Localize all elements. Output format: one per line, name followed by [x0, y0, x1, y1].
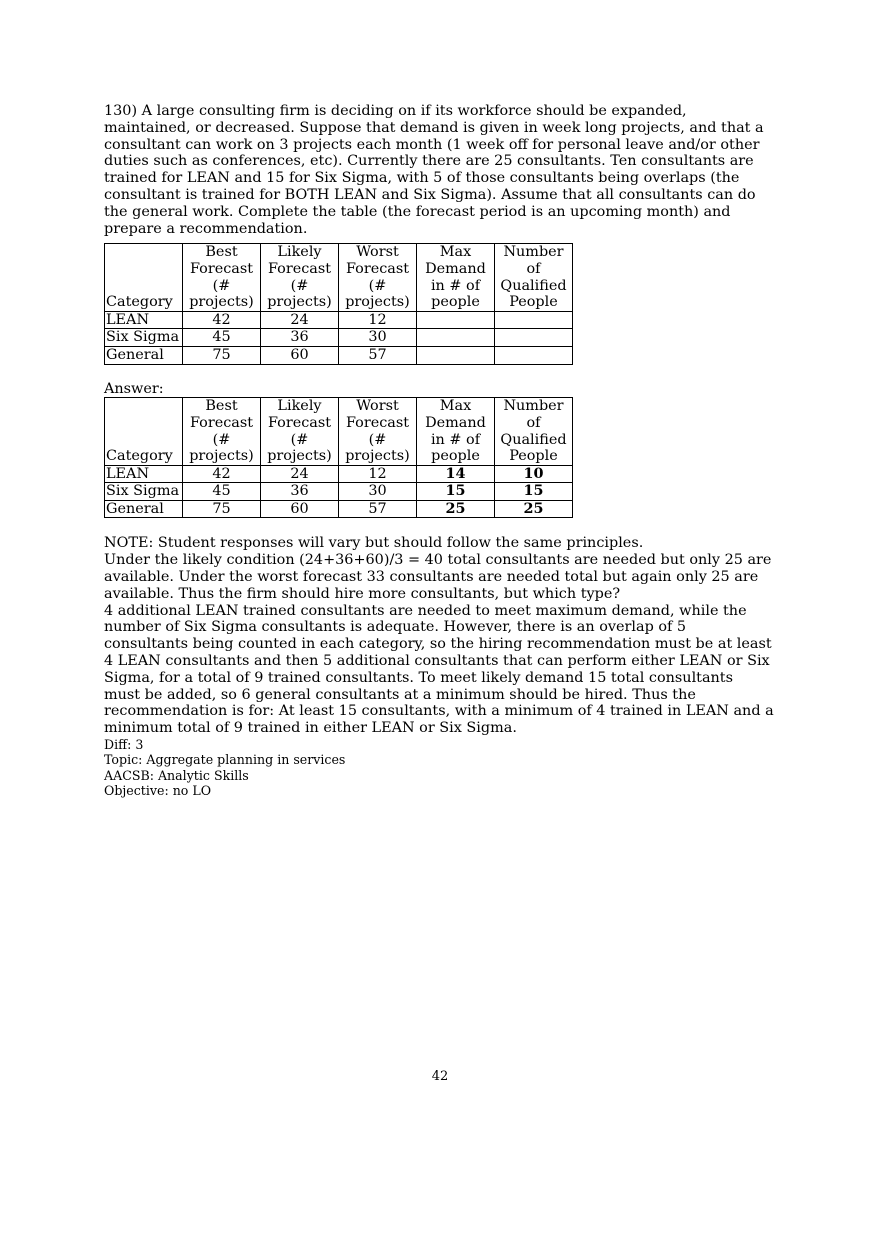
cell-qualified: 10	[495, 465, 573, 483]
question-line: maintained, or decreased. Suppose that demand is given in week long projects, and that a	[104, 119, 764, 136]
cell-likely: 36	[261, 329, 339, 347]
header-line: Max	[439, 244, 472, 261]
header-line: of	[526, 414, 541, 431]
note-line: number of Six Sigma consultants is adequate. However, there is an overlap of 5	[104, 619, 687, 636]
cell-max-demand	[417, 346, 495, 364]
header-line: People	[509, 294, 558, 311]
header-line: Worst	[356, 398, 399, 415]
question-line: prepare a recommendation.	[104, 220, 308, 237]
header-line: (#	[290, 277, 309, 294]
cell-qualified	[495, 311, 573, 329]
question-text	[104, 103, 784, 237]
cell-worst: 57	[339, 346, 417, 364]
cell-qualified: 15	[495, 483, 573, 501]
header-line: (#	[290, 431, 309, 448]
header-line: Demand	[425, 414, 486, 431]
table-row	[105, 329, 573, 347]
cell-best: 75	[183, 346, 261, 364]
table-row	[105, 311, 573, 329]
header-qualified-people	[495, 244, 573, 311]
objective-label: Objective: no LO	[104, 783, 212, 799]
header-max-demand	[417, 398, 495, 465]
header-line: projects)	[345, 294, 410, 311]
header-line: Forecast	[267, 414, 332, 431]
difficulty-label: Diff: 3	[104, 737, 144, 753]
header-line: (#	[212, 431, 231, 448]
question-table	[104, 243, 573, 364]
cell-worst: 30	[339, 483, 417, 501]
header-line: in # of	[430, 431, 481, 448]
cell-category: Six Sigma	[105, 329, 183, 347]
table-row	[105, 346, 573, 364]
cell-likely: 36	[261, 483, 339, 501]
header-line: Likely	[277, 398, 322, 415]
cell-likely: 24	[261, 311, 339, 329]
note-line: Sigma, for a total of 9 trained consultants. To meet likely demand 15 total consultants	[104, 669, 733, 686]
header-worst-forecast	[339, 398, 417, 465]
cell-best: 45	[183, 329, 261, 347]
cell-max-demand: 14	[417, 465, 495, 483]
cell-best: 45	[183, 483, 261, 501]
header-line: in # of	[430, 277, 481, 294]
cell-best: 42	[183, 465, 261, 483]
header-line: projects)	[267, 448, 332, 465]
header-line: (#	[368, 277, 387, 294]
cell-best: 75	[183, 500, 261, 518]
question-metadata	[104, 737, 784, 799]
header-worst-forecast	[339, 244, 417, 311]
header-line: projects)	[189, 448, 254, 465]
header-line: Qualified	[500, 277, 567, 294]
cell-qualified	[495, 346, 573, 364]
header-line: Qualified	[500, 431, 567, 448]
header-line: Number	[503, 244, 564, 261]
cell-likely: 24	[261, 465, 339, 483]
note-line: consultants being counted in each category, so the hiring recommendation must be at least	[104, 636, 772, 653]
note-line: available. Under the worst forecast 33 consultants are needed total but again only 25 are	[104, 569, 759, 586]
header-line: projects)	[267, 294, 332, 311]
header-best-forecast	[183, 244, 261, 311]
header-line: Number	[503, 398, 564, 415]
cell-category: LEAN	[105, 465, 183, 483]
header-line: Forecast	[189, 260, 254, 277]
cell-category: Six Sigma	[105, 483, 183, 501]
note-line: available. Thus the firm should hire more consultants, but which type?	[104, 585, 621, 602]
cell-max-demand: 25	[417, 500, 495, 518]
cell-likely: 60	[261, 500, 339, 518]
header-line: Forecast	[189, 414, 254, 431]
cell-worst: 12	[339, 465, 417, 483]
cell-likely: 60	[261, 346, 339, 364]
page-number: 42	[431, 1069, 449, 1084]
header-line: of	[526, 260, 541, 277]
header-line: (#	[212, 277, 231, 294]
question-line: consultant can work on 3 projects each month (1 week off for personal leave and/or other	[104, 136, 760, 153]
question-line: duties such as conferences, etc). Currently there are 25 consultants. Ten consultants are	[104, 153, 754, 170]
header-line: Forecast	[267, 260, 332, 277]
note-line: recommendation is for: At least 15 consultants, with a minimum of 4 trained in LEAN and a	[104, 703, 774, 720]
header-line: Forecast	[345, 414, 410, 431]
question-line: trained for LEAN and 15 for Six Sigma, with 5 of those consultants being overlaps (the	[104, 170, 740, 187]
header-line: Demand	[425, 260, 486, 277]
header-line: Forecast	[345, 260, 410, 277]
table-row	[105, 483, 573, 501]
header-line: people	[431, 294, 480, 311]
question-line: 130) A large consulting firm is deciding on if its workforce should be expanded,	[104, 103, 687, 119]
header-line: People	[509, 448, 558, 465]
cell-worst: 57	[339, 500, 417, 518]
header-category: Category	[105, 244, 183, 311]
note-line: 4 additional LEAN trained consultants are needed to meet maximum demand, while the	[104, 602, 747, 619]
header-max-demand	[417, 244, 495, 311]
note-text	[104, 535, 784, 737]
cell-max-demand: 15	[417, 483, 495, 501]
header-line: Best	[205, 244, 238, 261]
cell-worst: 30	[339, 329, 417, 347]
topic-label: Topic: Aggregate planning in services	[104, 752, 346, 768]
header-category: Category	[105, 398, 183, 465]
header-line: Max	[439, 398, 472, 415]
cell-qualified: 25	[495, 500, 573, 518]
page-content	[104, 103, 784, 799]
answer-table	[104, 397, 573, 518]
cell-best: 42	[183, 311, 261, 329]
cell-max-demand	[417, 311, 495, 329]
aacsb-label: AACSB: Analytic Skills	[104, 767, 249, 783]
header-line: Likely	[277, 244, 322, 261]
note-line: Under the likely condition (24+36+60)/3 = 40 total consultants are needed but only 25 are	[104, 552, 772, 569]
note-line: minimum total of 9 trained in either LEAN or Six Sigma.	[104, 720, 517, 737]
header-line: projects)	[189, 294, 254, 311]
header-line: people	[431, 448, 480, 465]
table-row	[105, 465, 573, 483]
cell-category: General	[105, 346, 183, 364]
question-line: the general work. Complete the table (the forecast period is an upcoming month) and	[104, 203, 731, 220]
note-line: must be added, so 6 general consultants at a minimum should be hired. Thus the	[104, 686, 696, 703]
answer-label: Answer:	[104, 380, 164, 397]
cell-worst: 12	[339, 311, 417, 329]
table-header-row	[105, 244, 573, 311]
table-header-row	[105, 398, 573, 465]
header-best-forecast	[183, 398, 261, 465]
question-line: consultant is trained for BOTH LEAN and Six Sigma). Assume that all consultants can do	[104, 186, 756, 203]
header-line: Worst	[356, 244, 399, 261]
header-line: Best	[205, 398, 238, 415]
note-line: 4 LEAN consultants and then 5 additional consultants that can perform either LEAN or Six	[104, 653, 770, 670]
header-likely-forecast	[261, 244, 339, 311]
cell-max-demand	[417, 329, 495, 347]
cell-category: LEAN	[105, 311, 183, 329]
table-row	[105, 500, 573, 518]
header-qualified-people	[495, 398, 573, 465]
cell-category: General	[105, 500, 183, 518]
note-line: NOTE: Student responses will vary but should follow the same principles.	[104, 535, 644, 552]
cell-qualified	[495, 329, 573, 347]
header-likely-forecast	[261, 398, 339, 465]
header-line: (#	[368, 431, 387, 448]
header-line: projects)	[345, 448, 410, 465]
